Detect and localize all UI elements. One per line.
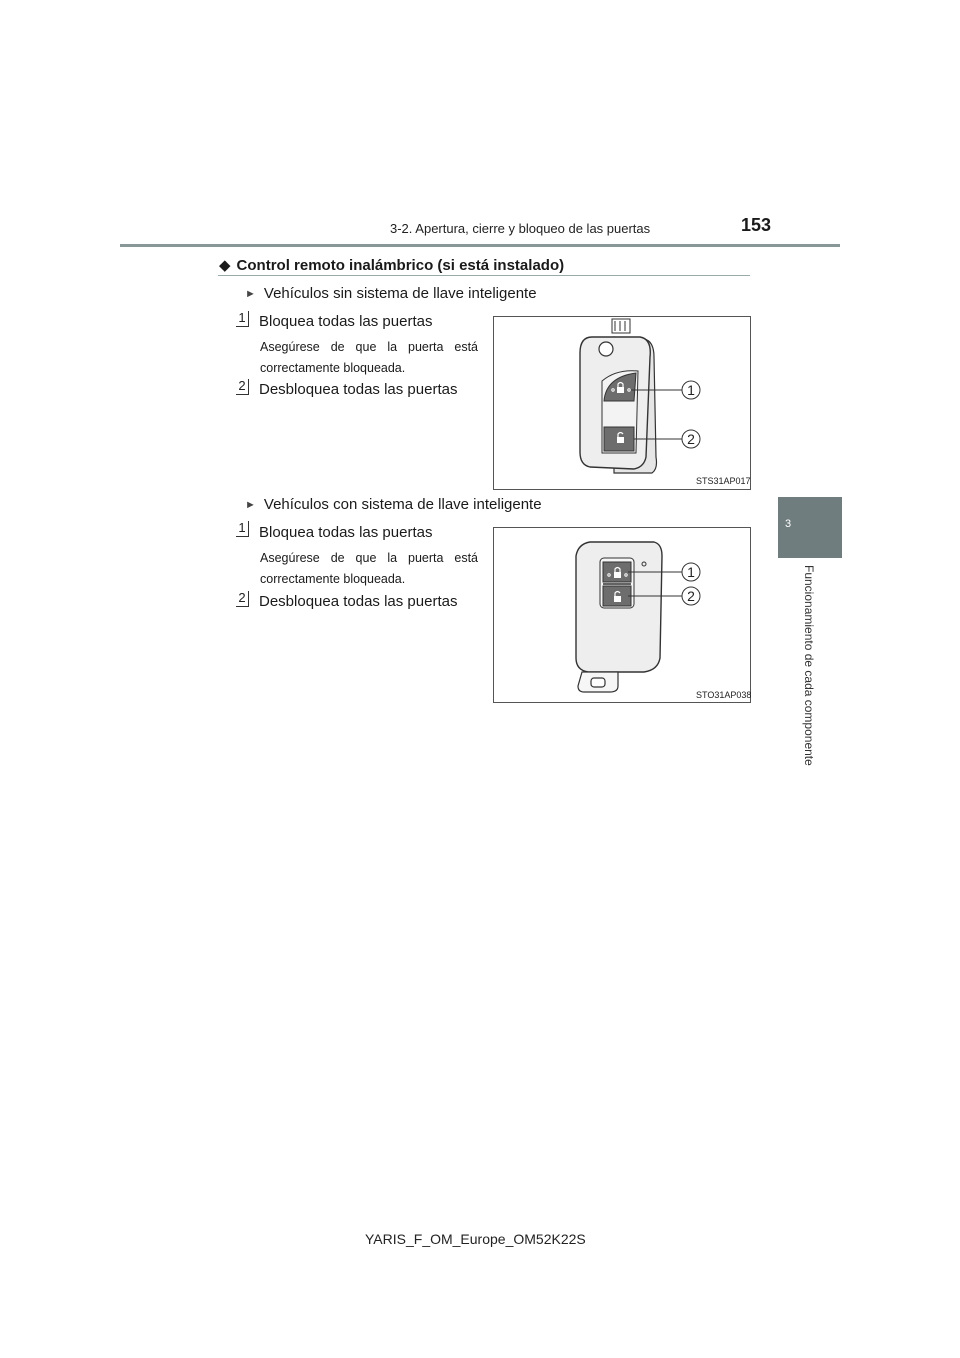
subheading-no-smart-key: [245, 285, 537, 302]
item-label: Desbloquea todas las puertas: [259, 381, 458, 398]
header-rule: [120, 244, 840, 247]
callout-2: 2: [687, 588, 695, 604]
item-number-badge: 1: [236, 311, 249, 327]
item-number-badge: 2: [236, 591, 249, 607]
item-label: Bloquea todas las puertas: [259, 313, 433, 330]
section-heading-text: Control remoto inalámbrico (si está instalado): [236, 256, 565, 274]
item-note: Asegúrese de que la puerta está correctamente bloqueada.: [260, 340, 478, 375]
item-number-badge: 1: [236, 521, 249, 537]
subheading-smart-key: [245, 496, 542, 513]
item-note: Asegúrese de que la puerta está correctamente bloqueada.: [260, 551, 478, 586]
section-rule: [218, 275, 750, 276]
triangle-bullet-icon: ►: [245, 498, 256, 511]
callout-1: 1: [687, 382, 695, 398]
item-label: Desbloquea todas las puertas: [259, 593, 458, 610]
smart-key-illustration: [494, 528, 750, 702]
flip-key-illustration: [494, 317, 750, 489]
triangle-bullet-icon: ►: [245, 287, 256, 300]
item-number-badge: 2: [236, 379, 249, 395]
section-heading: [219, 256, 564, 274]
footer-doc-id: YARIS_F_OM_Europe_OM52K22S: [365, 1231, 586, 1247]
subheading-text: Vehículos sin sistema de llave inteligente: [263, 285, 537, 302]
figure-flip-key: [493, 316, 751, 490]
chapter-title: Funcionamiento de cada componente: [802, 565, 816, 766]
header-section-title: 3-2. Apertura, cierre y bloqueo de las puertas: [390, 221, 651, 236]
callout-2: 2: [687, 431, 695, 447]
page-number: 153: [741, 215, 772, 235]
subheading-text: Vehículos con sistema de llave inteligente: [263, 496, 542, 513]
callout-1: 1: [687, 564, 695, 580]
diamond-bullet-icon: ◆: [219, 257, 231, 274]
figure-code: STS31AP017: [696, 476, 751, 486]
chapter-number: 3: [785, 518, 792, 530]
figure-code: STO31AP038: [696, 690, 752, 700]
item-label: Bloquea todas las puertas: [259, 524, 433, 541]
figure-smart-key: [493, 527, 751, 703]
